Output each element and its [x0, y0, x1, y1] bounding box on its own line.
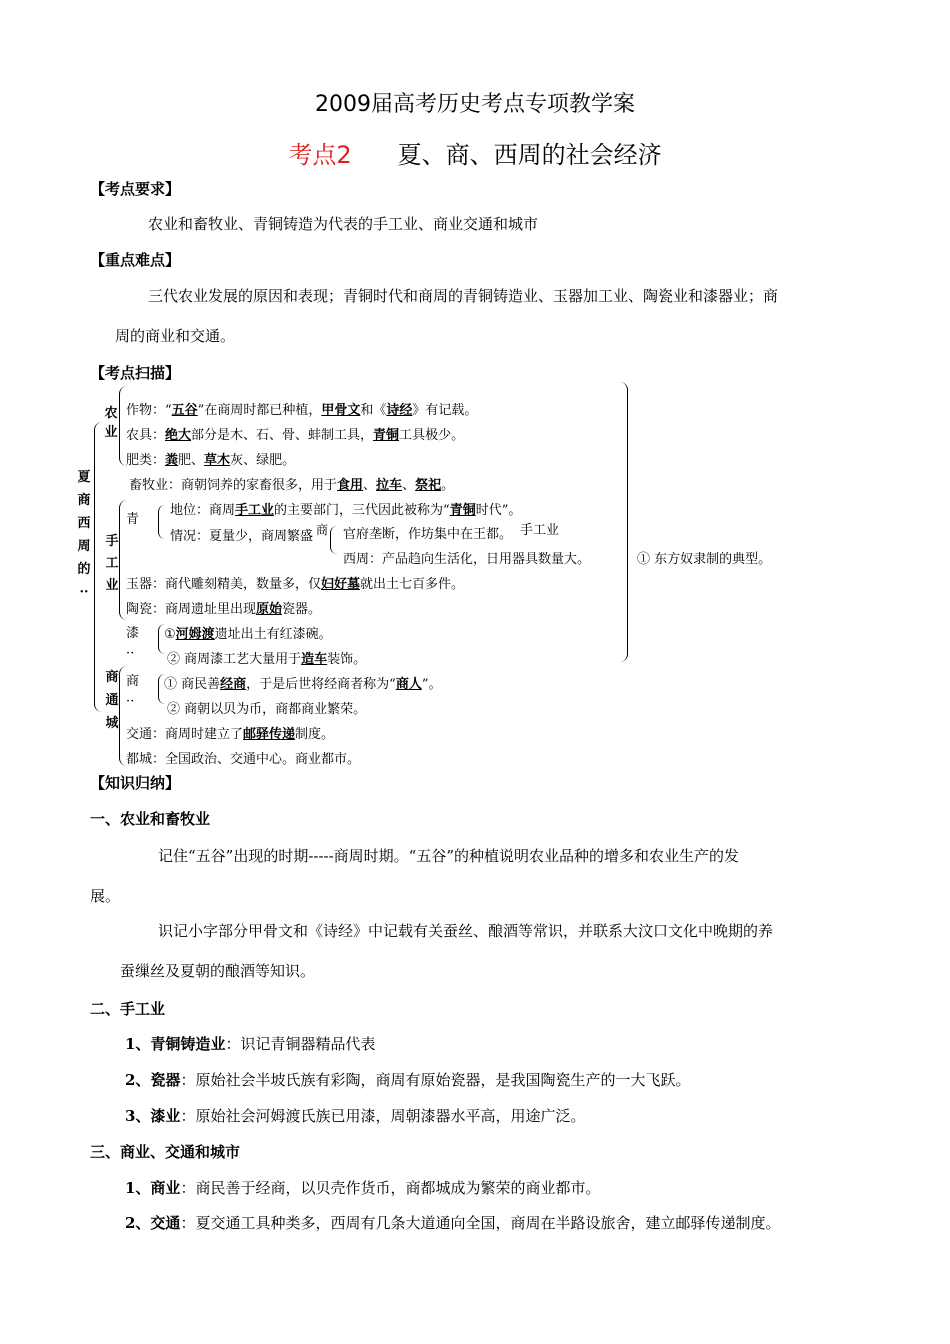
gov-bracket	[330, 526, 337, 554]
row-lacquer-1: ①河姆渡遗址出土有红漆碗。	[164, 627, 332, 642]
row-gov: 官府垄断，作坊集中在王都。	[343, 527, 513, 542]
row-commerce-1: ① 商民善经商，于是后世将经商者称为“商人”。	[164, 677, 442, 692]
s2-item-3: 3、漆业：原始社会河姆渡氏族已用漆，周朝漆器水平高，用途广泛。	[125, 1107, 586, 1125]
shang-small-label: 商	[316, 523, 329, 537]
page-title: 2009届高考历史考点专项教学案	[315, 92, 635, 117]
subtitle-red-label: 考点2	[288, 141, 352, 169]
summary-heading: 【知识归纳】	[90, 774, 181, 792]
section-2-title: 二、手工业	[90, 1000, 166, 1018]
trade-label: 商通城	[105, 670, 119, 731]
req-text: 农业和畜牧业、青铜铸造为代表的手工业、商业交通和城市	[148, 215, 539, 233]
agri-label: 农业	[104, 406, 118, 440]
s1-p1-line2: 展。	[90, 887, 121, 905]
row-city: 都城：全国政治、交通中心。商业都市。	[126, 752, 361, 767]
row-traffic: 交通：商周时建立了邮驿传递制度。	[126, 727, 335, 742]
req-heading: 【考点要求】	[90, 180, 181, 198]
root-label: 夏商西周的··	[77, 470, 91, 600]
section-3-title: 三、商业、交通和城市	[90, 1143, 241, 1161]
row-tools: 农具：绝大部分是木、石、骨、蚌制工具，青铜工具极少。	[126, 428, 465, 443]
page-subtitle	[0, 135, 950, 170]
lacquer-label: 漆··	[126, 626, 140, 661]
row-situation: 情况：夏量少，商周繁盛	[170, 529, 314, 544]
slave-bracket	[617, 382, 628, 662]
bronze-label: 青	[126, 512, 140, 527]
s1-p2-line2: 蚕缫丝及夏朝的酿酒等知识。	[120, 962, 316, 980]
commerce-label: 商··	[126, 674, 140, 709]
row-position: 地位：商周手工业的主要部门，三代因此被称为“青铜时代”。	[170, 503, 522, 518]
row-fertilizer: 肥类：粪肥、草木灰、绿肥。	[126, 453, 296, 468]
scan-heading: 【考点扫描】	[90, 364, 181, 382]
root-bracket	[94, 422, 103, 712]
row-commerce-2: ② 商朝以贝为币，商都商业繁荣。	[167, 702, 367, 717]
row-slavery: ① 东方奴隶制的典型。	[637, 552, 772, 567]
s3-item-2: 2、交通：夏交通工具种类多，西周有几条大道通向全国，商周在半路设旅舍，建立邮驿传递制度。	[125, 1214, 781, 1232]
key-line2: 周的商业和交通。	[115, 327, 236, 345]
row-pottery: 陶瓷：商周遗址里出现原始瓷器。	[126, 602, 322, 617]
row-crops: 作物：“五谷”在商周时都已种植，甲骨文和《诗经》有记载。	[126, 403, 478, 418]
key-heading: 【重点难点】	[90, 251, 181, 269]
s1-p1-line1: 记住“五谷”出现的时期-----商周时期。“五谷”的种植说明农业品种的增多和农业生产的发	[158, 847, 740, 865]
section-1-title: 一、农业和畜牧业	[90, 810, 211, 828]
s2-item-2: 2、瓷器：原始社会半坡氏族有彩陶，商周有原始瓷器，是我国陶瓷生产的一大飞跃。	[125, 1071, 691, 1089]
bronze-bracket	[158, 505, 165, 539]
row-lacquer-2: ② 商周漆工艺大量用于造车装饰。	[167, 652, 367, 667]
s3-item-1: 1、商业：商民善于经商，以贝壳作货币，商都城成为繁荣的商业都市。	[125, 1179, 601, 1197]
key-line1: 三代农业发展的原因和表现；青铜时代和商周的青铜铸造业、玉器加工业、陶瓷业和漆器业；商	[148, 287, 779, 305]
row-west: 西周：产品趋向生活化，日用器具数量大。	[343, 552, 591, 567]
s2-item-1: 1、青铜铸造业：识记青铜器精品代表	[125, 1035, 376, 1053]
craft-small-label: 手工业	[520, 523, 560, 538]
s1-p2-line1: 识记小字部分甲骨文和《诗经》中记载有关蚕丝、酿酒等常识，并联系大汶口文化中晚期的养	[158, 922, 774, 940]
subtitle-text: 夏、商、西周的社会经济	[397, 141, 662, 169]
craft-label: 手工业	[105, 534, 119, 593]
row-herding: 畜牧业：商朝饲养的家畜很多，用于食用、拉车、祭祀。	[129, 478, 455, 493]
row-jade: 玉器：商代雕刻精美，数量多，仅妇好墓就出土七百多件。	[126, 577, 465, 592]
